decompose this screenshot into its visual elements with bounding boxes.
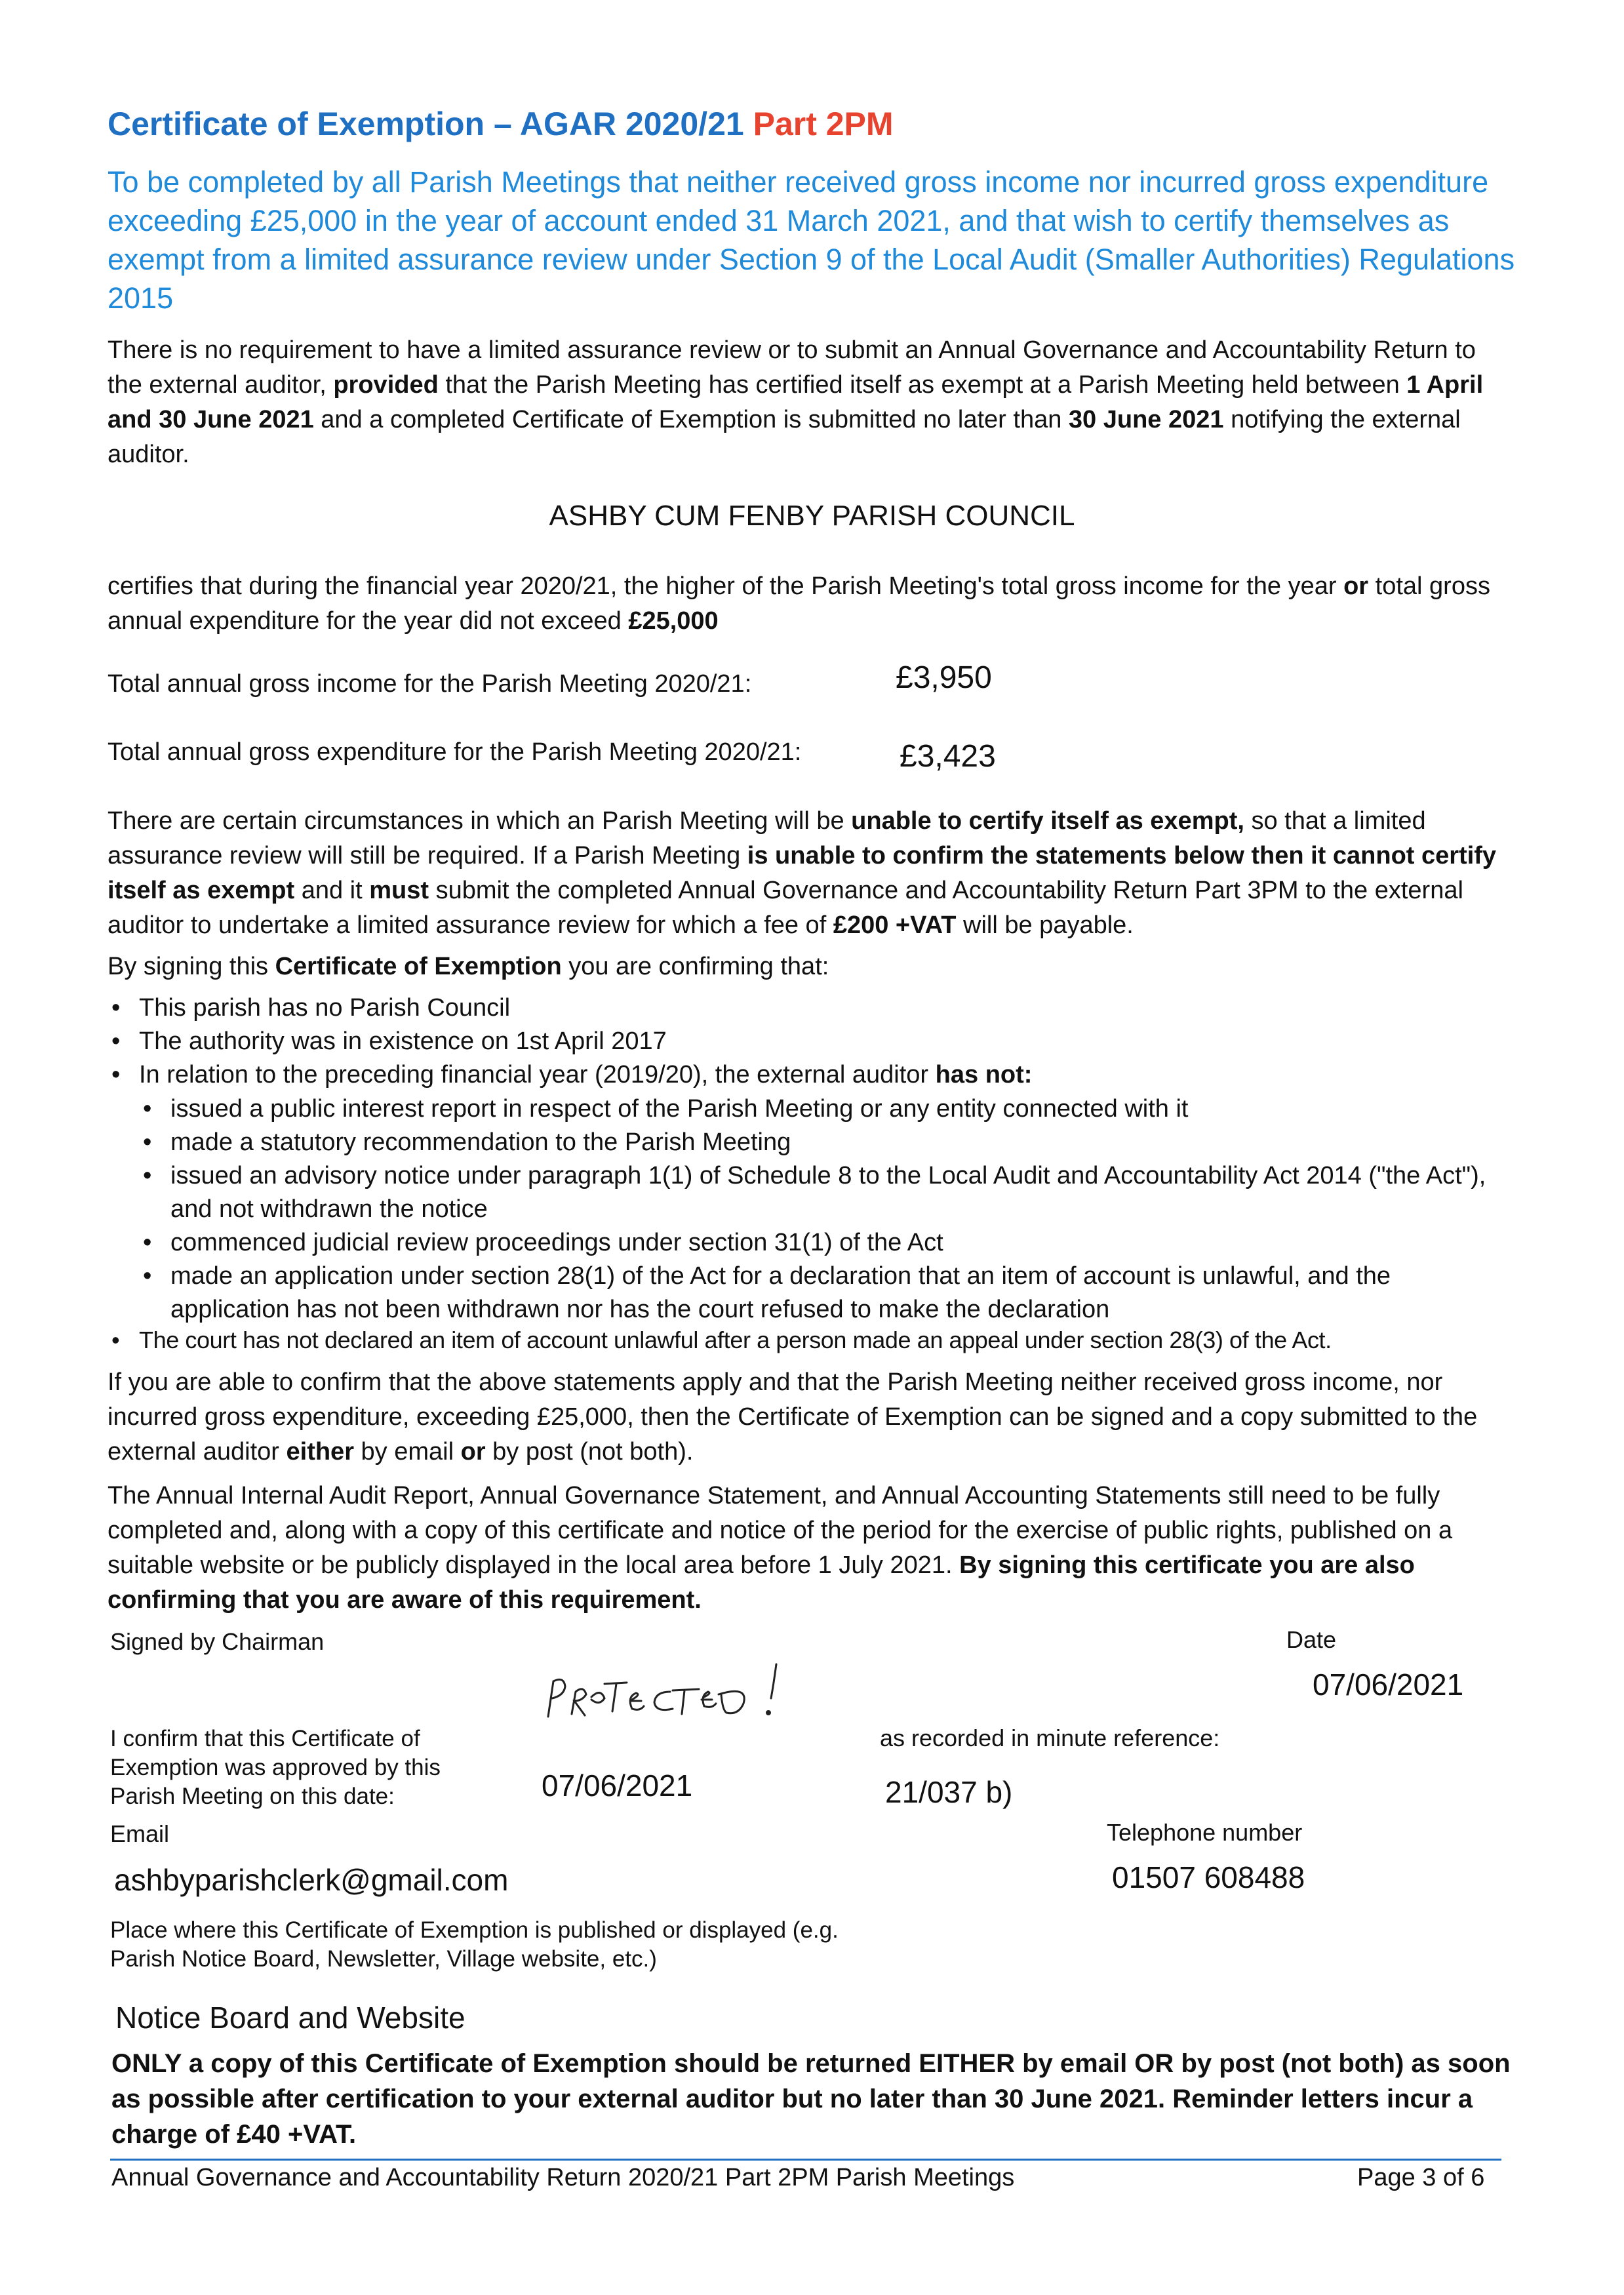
title-main: Certificate of Exemption – AGAR 2020/21 (108, 106, 744, 142)
ifable-bold-1: either (286, 1438, 354, 1466)
ifable-text-2: by email (353, 1438, 461, 1466)
expenditure-label: Total annual gross expenditure for the Parish Meeting 2020/21: (108, 738, 802, 766)
footer-divider (110, 2159, 1501, 2161)
intro-paragraph: To be completed by all Parish Meetings that neither received gross income nor incurred gross expenditure exceeding £25,000 in the year of account ended 31 March 2021, and that wish to certify themselves as exempt from a limited assurance review under Section 9 of the Local Audit (Smaller Authorities) Regulations 2015 (108, 165, 1515, 315)
bysign-text-2: you are confirming that: (561, 953, 829, 980)
req-text-2: that the Parish Meeting has certified itself as exempt at a Parish Meeting held between (438, 371, 1407, 399)
minute-label: as recorded in minute reference: (880, 1725, 1220, 1751)
circ-bold-2: is unable to confirm the statements below then it cannot certify itself as exempt (108, 842, 1497, 904)
phone-label: Telephone number (1107, 1819, 1303, 1846)
auditor-sublist (139, 1092, 1516, 1327)
circ-bold-4: £200 +VAT (833, 911, 957, 939)
email-value: ashbyparishclerk@gmail.com (114, 1863, 509, 1897)
annual-text-1: The Annual Internal Audit Report, Annual Governance Statement, and Annual Accounting Statements still need to be fully completed and, along with a copy of this certificate and notice of the period for the exercise of public rights, published on a suitable website or be publicly displayed in the local area before 1 July 2021. (108, 1482, 1453, 1579)
list-item: • The court has not declared an item of account unlawful after a person made an appeal under section 28(3) of the Act. (108, 1323, 1563, 1357)
list-item: • This parish has no Parish Council (108, 991, 1537, 1025)
date-value: 07/06/2021 (1313, 1667, 1464, 1702)
council-name: ASHBY CUM FENBY PARISH COUNCIL (549, 500, 1075, 532)
annual-bold-1: By signing this certificate you are also confirming that you are aware of this requirement. (108, 1551, 1415, 1614)
return-instructions: ONLY a copy of this Certificate of Exemption should be returned EITHER by email OR by post (not both) as soon as possible after certification to your external auditor but no later than 30 June 2021. Reminder letters incur a charge of £40 +VAT. (111, 2049, 1511, 2149)
cert-bold-1: or (1343, 572, 1369, 600)
bysign-text-1: By signing this (108, 953, 275, 980)
list-item: • commenced judicial review proceedings under section 31(1) of the Act (139, 1226, 1516, 1260)
req-text-1: There is no requirement to have a limited assurance review or to submit an Annual Governance and Accountability Return to the external auditor, (108, 336, 1476, 399)
page-number: Page 3 of 6 (1357, 2164, 1485, 2191)
circ-text-5: will be payable. (956, 911, 1134, 939)
phone-value: 01507 608488 (1112, 1860, 1305, 1894)
circ-bold-3: must (369, 877, 429, 904)
ifable-bold-2: or (460, 1438, 486, 1466)
confirm-date-value: 07/06/2021 (542, 1768, 693, 1803)
expenditure-value: £3,423 (900, 739, 996, 774)
req-bold-2: 1 April and 30 June 2021 (108, 371, 1484, 433)
court-list (108, 1323, 1563, 1357)
req-text-3: and a completed Certificate of Exemption is submitted no later than (313, 406, 1069, 433)
chairman-signature (544, 1658, 820, 1733)
footer-title: Annual Governance and Accountability Return 2020/21 Part 2PM Parish Meetings (111, 2164, 1015, 2191)
confirm-list (108, 991, 1537, 1092)
circ-text-4: submit the completed Annual Governance and Accountability Return Part 3PM to the external auditor to undertake a limited assurance review for which a fee of (108, 877, 1463, 939)
list-item-text: In relation to the preceding financial year (2019/20), the external auditor (139, 1061, 936, 1088)
list-item: • The authority was in existence on 1st April 2017 (108, 1025, 1537, 1058)
annual-paragraph (108, 1479, 1517, 1618)
minute-value: 21/037 b) (885, 1775, 1013, 1809)
req-bold-3: 30 June 2021 (1068, 406, 1224, 433)
certifies-paragraph (108, 569, 1517, 639)
email-label: Email (110, 1820, 170, 1847)
circ-text-2: so that a limited assurance review will still be required. If a Parish Meeting (108, 807, 1426, 869)
signature-graphic (544, 1658, 820, 1730)
place-label: Place where this Certificate of Exemption is published or displayed (e.g. Parish Notice Board, Newsletter, Village website, etc.) (110, 1917, 839, 1972)
by-signing-paragraph (108, 949, 829, 984)
ifable-text-1: If you are able to confirm that the above statements apply and that the Parish Meeting neither received gross income, nor incurred gross expenditure, exceeding £25,000, then the Certificate of Exemption can be signed and a copy submitted to the external auditor (108, 1368, 1478, 1466)
circumstances-paragraph (108, 804, 1537, 943)
requirement-paragraph (108, 333, 1517, 472)
circ-bold-1: unable to certify itself as exempt, (851, 807, 1244, 835)
page-title (108, 105, 894, 143)
confirm-label: I confirm that this Certificate of Exemption was approved by this Parish Meeting on this date: (110, 1726, 441, 1809)
req-text-4: notifying the external auditor. (108, 406, 1461, 468)
req-bold-1: provided (333, 371, 439, 399)
income-label: Total annual gross income for the Parish Meeting 2020/21: (108, 670, 752, 698)
date-label: Date (1286, 1626, 1337, 1653)
circ-text-1: There are certain circumstances in which an Parish Meeting will be (108, 807, 852, 835)
list-item: • made a statutory recommendation to the Parish Meeting (139, 1126, 1516, 1159)
bysign-bold-1: Certificate of Exemption (275, 953, 562, 980)
cert-bold-2: £25,000 (628, 607, 719, 635)
list-item-bold: has not: (935, 1061, 1033, 1088)
list-item: • made an application under section 28(1) of the Act for a declaration that an item of account is unlawful, and the application has not been withdrawn nor has the court refused to make the declaration (139, 1260, 1516, 1327)
list-item (108, 1058, 1537, 1092)
signed-by-label: Signed by Chairman (110, 1628, 325, 1655)
if-able-paragraph (108, 1365, 1517, 1469)
income-value: £3,950 (896, 660, 992, 695)
ifable-text-3: by post (not both). (485, 1438, 694, 1466)
circ-text-3: and it (294, 877, 370, 904)
title-part: Part 2PM (753, 106, 894, 142)
place-value: Notice Board and Website (115, 2001, 465, 2035)
list-item: • issued an advisory notice under paragraph 1(1) of Schedule 8 to the Local Audit and Accountability Act 2014 ("the Act"), and not withdrawn the notice (139, 1159, 1516, 1226)
cert-text-2: total gross annual expenditure for the year did not exceed (108, 572, 1490, 635)
list-item: • issued a public interest report in respect of the Parish Meeting or any entity connected with it (139, 1092, 1516, 1126)
cert-text-1: certifies that during the financial year 2020/21, the higher of the Parish Meeting's total gross income for the year (108, 572, 1344, 600)
